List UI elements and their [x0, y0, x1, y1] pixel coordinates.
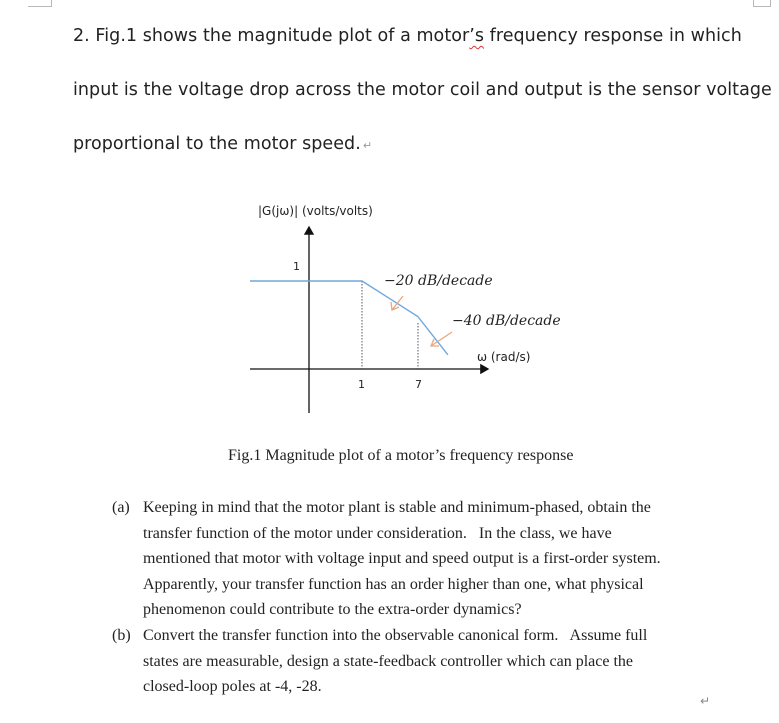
arrow-40db [431, 332, 452, 346]
question-a-line-2: transfer function of the motor under consideration. In the class, we have [143, 524, 612, 542]
question-a [112, 495, 712, 623]
question-b-line-1: Convert the transfer function into the observable canonical form. Assume full [143, 627, 648, 644]
y-axis-label: |G(jω)| (volts/volts) [258, 204, 373, 218]
question-a-line-3: mentioned that motor with voltage input and speed output is a first-order system. [143, 550, 661, 568]
question-a-label: (a) [112, 499, 130, 516]
paragraph-return-mark: ↵ [362, 139, 373, 152]
annotation-minus-40db: −40 dB/decade [452, 313, 561, 329]
intro-line-2-text: input is the voltage drop across the motor coil and output is the sensor voltage [73, 80, 772, 100]
question-a-line-5: phenomenon could contribute to the extra-order dynamics? [143, 601, 522, 619]
question-a-line-1: Keeping in mind that the motor plant is stable and minimum-phased, obtain the [143, 499, 651, 516]
asymptotic-magnitude-line [250, 281, 448, 355]
figure-caption: Fig.1 Magnitude plot of a motor’s frequency response [228, 447, 574, 464]
paragraph-return-mark-end: ↵ [700, 694, 711, 708]
question-b-label: (b) [112, 627, 131, 644]
question-a-line-4: Apparently, your transfer function has an order higher than one, what physical [143, 575, 644, 593]
x-axis-label: ω (rad/s) [477, 350, 531, 364]
x-tick-7: 7 [415, 378, 422, 391]
intro-line-3-text: proportional to the motor speed. [73, 134, 361, 154]
question-b [112, 623, 712, 700]
spellcheck-mark: ’s [469, 26, 485, 46]
y-tick-1: 1 [293, 260, 300, 273]
question-b-line-2: states are measurable, design a state-feedback controller which can place the [143, 652, 633, 670]
intro-line-1-text: 2. Fig.1 shows the magnitude plot of a motor’s frequency response in which [73, 26, 742, 46]
question-b-line-3: closed-loop poles at -4, -28. [143, 678, 322, 696]
x-tick-1: 1 [358, 378, 365, 391]
annotation-minus-20db: −20 dB/decade [384, 273, 493, 289]
